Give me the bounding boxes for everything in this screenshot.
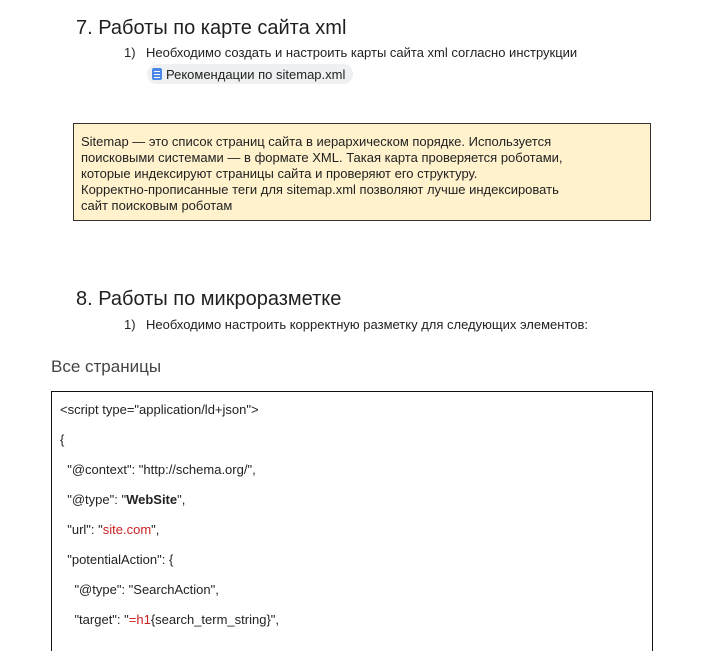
all-pages-subheading: Все страницы bbox=[51, 357, 162, 376]
code-line: { bbox=[60, 432, 65, 447]
code-line: "@type": "SearchAction", bbox=[60, 582, 219, 597]
sitemap-recommendations-link-chip[interactable] bbox=[147, 64, 353, 84]
code-line: <script type="application/ld+json"> bbox=[60, 402, 259, 417]
link-chip-label: Рекомендации по sitemap.xml bbox=[166, 66, 346, 82]
section-8-heading: 8. Работы по микроразметке bbox=[76, 288, 342, 310]
sitemap-note-box bbox=[73, 123, 651, 221]
section-7-list-item bbox=[124, 45, 577, 60]
code-bold-value: WebSite bbox=[126, 492, 178, 507]
list-number: 1) bbox=[124, 317, 136, 332]
code-text: "@type": " bbox=[60, 492, 127, 507]
code-text: ", bbox=[151, 522, 160, 537]
section-7-heading: 7. Работы по карте сайта xml bbox=[76, 17, 347, 39]
code-highlight-value: =h1 bbox=[128, 612, 151, 627]
document-icon bbox=[152, 68, 162, 80]
code-line: "potentialAction": { bbox=[60, 552, 174, 567]
list-item-text: Необходимо создать и настроить карты сайта xml согласно инструкции bbox=[146, 45, 578, 60]
note-line: которые индексируют страницы сайта и проверяют его структуру. bbox=[81, 166, 478, 181]
code-line bbox=[60, 522, 644, 552]
code-text: ", bbox=[177, 492, 186, 507]
code-highlight-value: site.com bbox=[102, 522, 152, 537]
code-text: {search_term_string}", bbox=[150, 612, 280, 627]
note-line: поисковыми системами — в формате XML. Такая карта проверяется роботами, bbox=[81, 150, 563, 165]
note-line: Sitemap — это список страниц сайта в иерархическом порядке. Используется bbox=[81, 134, 552, 149]
note-line: сайт поисковым роботам bbox=[81, 198, 233, 213]
code-line bbox=[60, 612, 644, 642]
note-line: Корректно-прописанные теги для sitemap.xml позволяют лучше индексировать bbox=[81, 182, 559, 197]
list-number: 1) bbox=[124, 45, 136, 60]
code-text: "target": " bbox=[60, 612, 129, 627]
code-line: "@context": "http://schema.org/", bbox=[60, 462, 256, 477]
json-ld-code-box bbox=[51, 391, 653, 651]
section-8-list-item bbox=[124, 317, 588, 332]
code-text: "url": " bbox=[60, 522, 103, 537]
code-line bbox=[60, 492, 644, 522]
list-item-text: Необходимо настроить корректную разметку для следующих элементов: bbox=[146, 317, 589, 332]
